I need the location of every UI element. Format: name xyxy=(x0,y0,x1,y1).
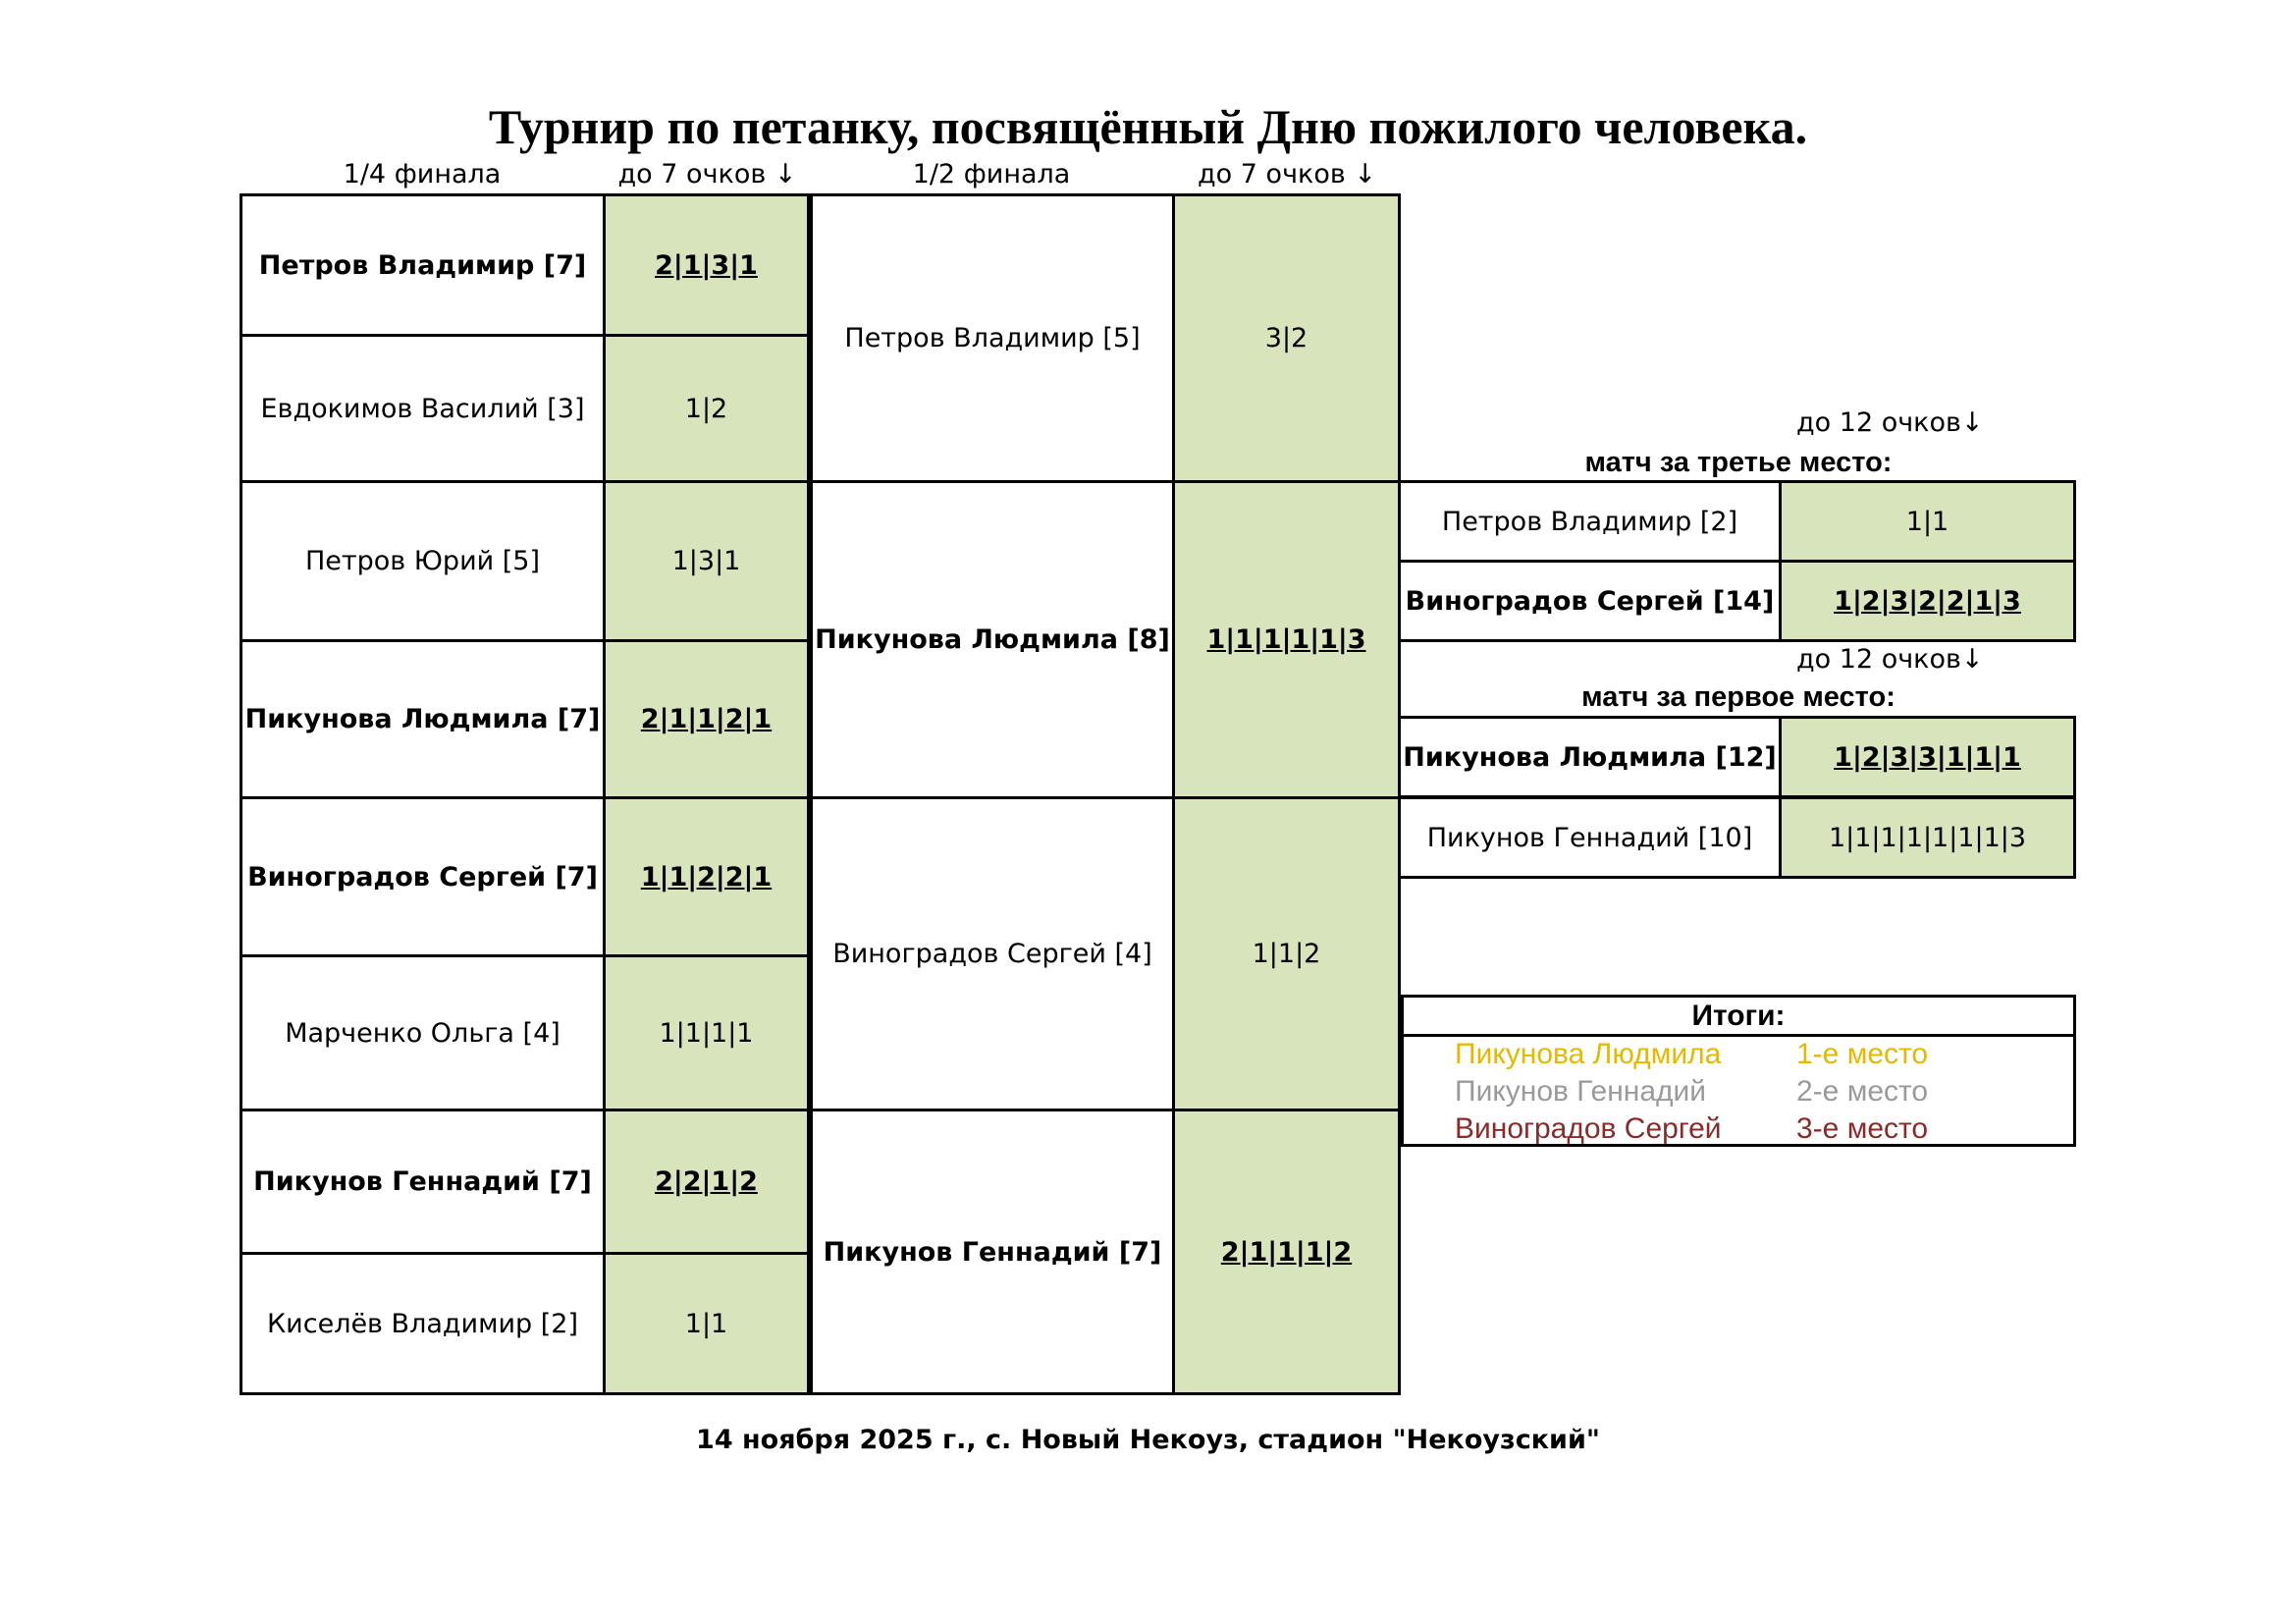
semifinal-score-text: 2|1|1|1|2 xyxy=(1220,1236,1353,1268)
semifinal-score xyxy=(1172,480,1401,799)
quarterfinal-score-text: 1|2 xyxy=(684,393,728,424)
third-place-score xyxy=(1779,560,2076,642)
quarterfinal-score-text: 2|1|1|2|1 xyxy=(640,704,773,734)
quarterfinal-score xyxy=(603,480,810,642)
footer: 14 ноября 2025 г., с. Новый Некоуз, стадион "Некоузский" xyxy=(696,1425,1600,1455)
results-title: Итоги: xyxy=(1404,998,2073,1037)
quarterfinal-player xyxy=(240,334,606,483)
result-name: Пикунова Людмила xyxy=(1455,1038,1722,1070)
quarterfinal-player xyxy=(240,639,606,799)
first-place-label: матч за первое место: xyxy=(1581,681,1896,713)
quarterfinal-score-text: 1|1|1|1 xyxy=(659,1017,754,1049)
semifinal-player-text: Петров Владимир [5] xyxy=(844,323,1141,353)
first-place-score xyxy=(1779,796,2076,879)
header-semifinal: 1/2 финала xyxy=(912,159,1071,189)
semifinal-score xyxy=(1172,193,1401,483)
semifinal-score xyxy=(1172,1109,1401,1395)
header-semi-points: до 7 очков ↓ xyxy=(1198,159,1376,189)
page-title: Турнир по петанку, посвящённый Дню пожилого человека. xyxy=(488,99,1808,154)
semifinal-player-text: Пикунов Геннадий [7] xyxy=(823,1236,1162,1268)
quarterfinal-player-text: Киселёв Владимир [2] xyxy=(267,1308,578,1339)
third-place-score-text: 1|2|3|2|2|1|3 xyxy=(1834,585,2021,617)
quarterfinal-score xyxy=(603,796,810,957)
quarterfinal-score-text: 1|1 xyxy=(684,1308,728,1339)
first-place-points-note: до 12 очков↓ xyxy=(1796,644,1984,675)
quarterfinal-score xyxy=(603,334,810,483)
third-place-score xyxy=(1779,480,2076,563)
quarterfinal-player-text: Виноградов Сергей [7] xyxy=(247,861,598,893)
semifinal-player xyxy=(810,480,1175,799)
first-place-score-text: 1|2|3|3|1|1|1 xyxy=(1834,741,2021,773)
quarterfinal-player-text: Петров Юрий [5] xyxy=(304,546,540,576)
quarterfinal-player xyxy=(240,480,606,642)
quarterfinal-player xyxy=(240,954,606,1111)
first-place-player xyxy=(1398,796,1782,879)
semifinal-player-text: Пикунова Людмила [8] xyxy=(815,624,1170,655)
third-place-player-text: Виноградов Сергей [14] xyxy=(1405,585,1775,617)
third-place-player-text: Петров Владимир [2] xyxy=(1441,506,1738,537)
result-name: Пикунов Геннадий xyxy=(1455,1075,1707,1108)
quarterfinal-player-text: Пикунов Геннадий [7] xyxy=(253,1166,592,1197)
semifinal-player xyxy=(810,796,1175,1111)
quarterfinal-player-text: Петров Владимир [7] xyxy=(258,249,587,281)
result-name: Виноградов Сергей xyxy=(1455,1112,1722,1145)
quarterfinal-player xyxy=(240,1109,606,1255)
header-quarter-points: до 7 очков ↓ xyxy=(617,159,797,189)
results-box xyxy=(1401,995,2076,1147)
third-place-player xyxy=(1398,480,1782,563)
result-place: 1-е место xyxy=(1796,1038,1929,1070)
quarterfinal-score xyxy=(603,639,810,799)
quarterfinal-player-text: Марченко Ольга [4] xyxy=(285,1017,561,1049)
semifinal-score-text: 1|1|2 xyxy=(1252,939,1321,969)
quarterfinal-score xyxy=(603,1109,810,1255)
quarterfinal-score xyxy=(603,954,810,1111)
semifinal-score-text: 3|2 xyxy=(1264,323,1308,353)
quarterfinal-score-text: 1|1|2|2|1 xyxy=(640,861,773,893)
third-place-score-text: 1|1 xyxy=(1905,506,1949,537)
quarterfinal-player-text: Пикунова Людмила [7] xyxy=(244,704,601,734)
quarterfinal-score-text: 2|2|1|2 xyxy=(655,1166,758,1197)
third-place-player xyxy=(1398,560,1782,642)
first-place-score xyxy=(1779,716,2076,798)
semifinal-player xyxy=(810,1109,1175,1395)
first-place-player-text: Пикунова Людмила [12] xyxy=(1403,741,1777,773)
quarterfinal-score-text: 1|3|1 xyxy=(671,546,741,576)
quarterfinal-score xyxy=(603,193,810,337)
quarterfinal-player xyxy=(240,796,606,957)
quarterfinal-player xyxy=(240,193,606,337)
semifinal-player xyxy=(810,193,1175,483)
semifinal-score-text: 1|1|1|1|1|3 xyxy=(1206,624,1366,655)
result-place: 2-е место xyxy=(1796,1075,1929,1108)
quarterfinal-score-text: 2|1|3|1 xyxy=(655,249,758,281)
header-quarterfinal: 1/4 финала xyxy=(343,159,502,189)
third-place-label: матч за третье место: xyxy=(1584,447,1893,478)
third-place-points-note: до 12 очков↓ xyxy=(1796,407,1984,438)
quarterfinal-score xyxy=(603,1252,810,1395)
result-place: 3-е место xyxy=(1796,1112,1929,1145)
first-place-player-text: Пикунов Геннадий [10] xyxy=(1426,822,1753,853)
quarterfinal-player xyxy=(240,1252,606,1395)
semifinal-score xyxy=(1172,796,1401,1111)
first-place-score-text: 1|1|1|1|1|1|1|3 xyxy=(1828,822,2027,853)
semifinal-player-text: Виноградов Сергей [4] xyxy=(832,939,1152,969)
quarterfinal-player-text: Евдокимов Василий [3] xyxy=(260,393,585,424)
first-place-player xyxy=(1398,716,1782,798)
